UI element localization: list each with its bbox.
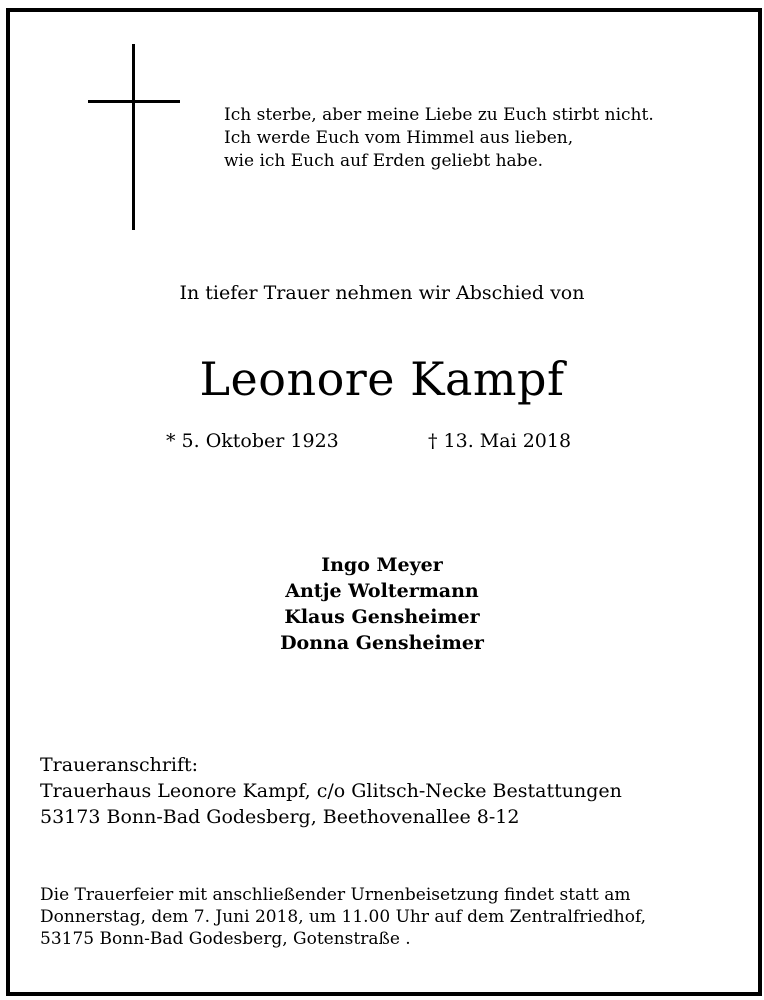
address-label: Traueranschrift: — [40, 754, 199, 776]
mourner-name: Antje Woltermann — [285, 580, 479, 602]
cross-vertical-bar — [132, 44, 135, 230]
mourner-name: Klaus Gensheimer — [284, 606, 480, 628]
deceased-name: Leonore Kampf — [199, 352, 565, 406]
death-date: † 13. Mai 2018 — [428, 430, 572, 452]
mourner-name: Ingo Meyer — [321, 554, 443, 576]
mourning-address — [40, 752, 622, 830]
address-line: 53173 Bonn-Bad Godesberg, Beethovenallee 8-12 — [40, 806, 520, 828]
verse-quote — [224, 104, 654, 173]
birth-date: * 5. Oktober 1923 — [166, 430, 339, 452]
cross-horizontal-bar — [88, 100, 180, 103]
verse-line: Ich sterbe, aber meine Liebe zu Euch stirbt nicht. — [224, 105, 654, 125]
verse-line: wie ich Euch auf Erden geliebt habe. — [224, 151, 544, 171]
mourners-list — [0, 552, 764, 656]
funeral-line: Donnerstag, dem 7. Juni 2018, um 11.00 Uhr auf dem Zentralfriedhof, — [40, 907, 647, 927]
funeral-info — [40, 884, 646, 950]
address-line: Trauerhaus Leonore Kampf, c/o Glitsch-Necke Bestattungen — [40, 780, 622, 802]
funeral-line: Die Trauerfeier mit anschließender Urnenbeisetzung findet statt am — [40, 885, 631, 905]
intro-text: In tiefer Trauer nehmen wir Abschied von — [179, 282, 585, 304]
mourner-name: Donna Gensheimer — [280, 632, 484, 654]
funeral-line: 53175 Bonn-Bad Godesberg, Gotenstraße . — [40, 929, 411, 949]
verse-line: Ich werde Euch vom Himmel aus lieben, — [224, 128, 574, 148]
